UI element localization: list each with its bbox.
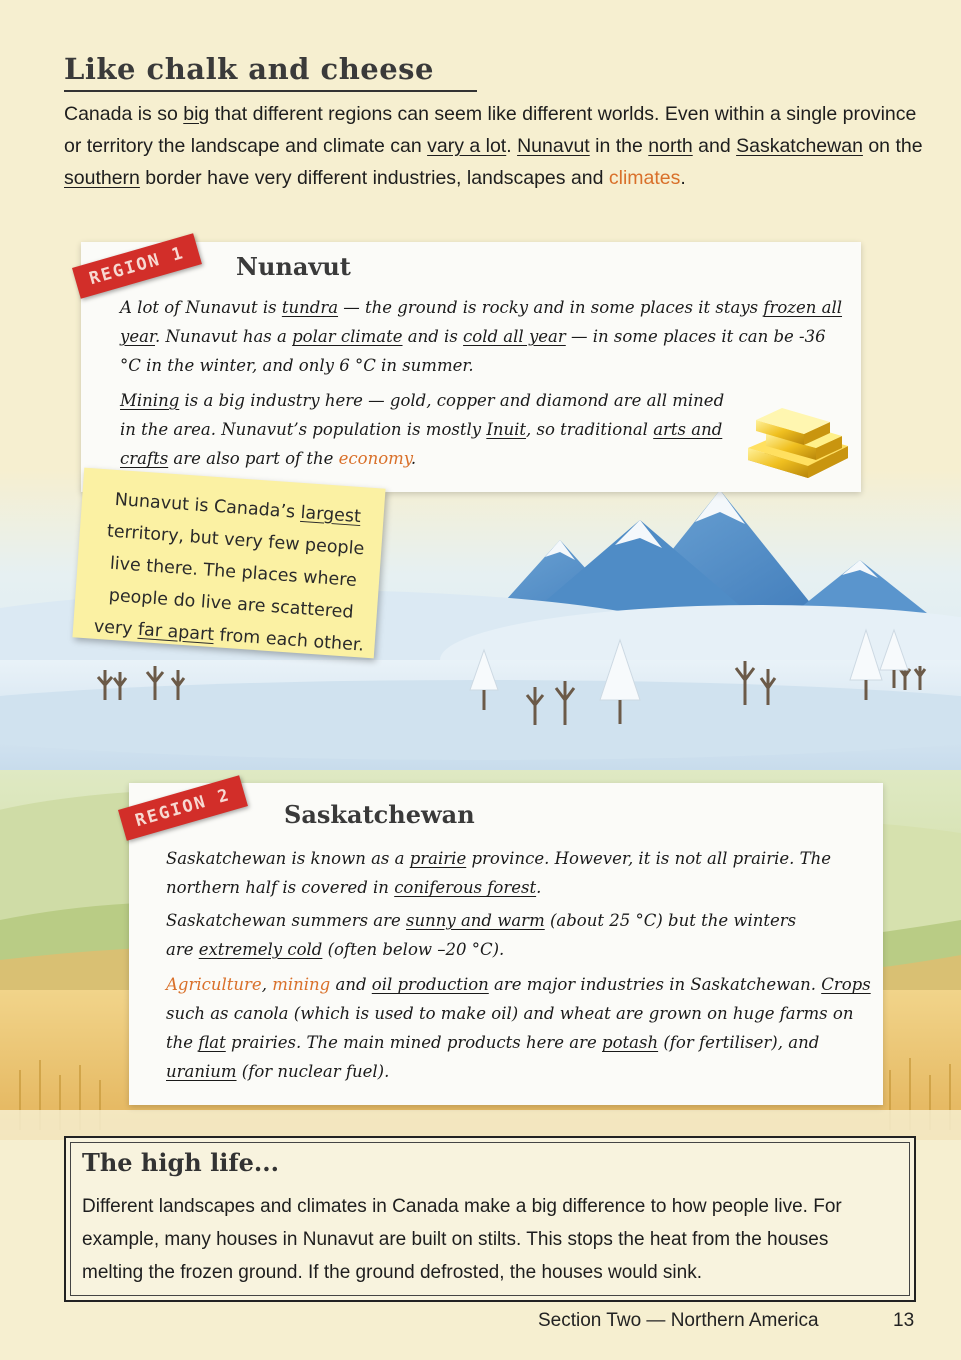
region-2-paragraph-1: Saskatchewan is known as a prairie province. However, it is not all prairie. The northern half is covered in coniferous forest. xyxy=(166,849,832,897)
high-life-box xyxy=(64,1136,916,1302)
region-2-title: Saskatchewan xyxy=(284,800,475,829)
region-2-paragraph-3: Agriculture, mining and oil production are major industries in Saskatchewan. Crops such as canola (which is used to make oil) and wheat are grown on huge farms on the flat prairies. The main mined products here are potash (for fertiliser), and uranium (for nuclear fuel). xyxy=(166,975,871,1081)
high-life-text: Different landscapes and climates in Canada make a big difference to how people live. For example, many houses in Nunavut are built on stilts. This stops the heat from the houses melting the frozen ground. If the ground defrosted, the houses would sink. xyxy=(82,1196,842,1283)
sticky-note-text: Nunavut is Canada’s largest territory, but very few people live there. The places where people do live are scattered very far apart from each other. xyxy=(93,489,365,656)
region-1-title: Nunavut xyxy=(236,252,351,281)
page-number: 13 xyxy=(893,1310,915,1331)
region-2-tag: REGION 2 xyxy=(118,775,248,840)
gold-bars-icon xyxy=(738,398,858,488)
region-2-paragraph-2: Saskatchewan summers are sunny and warm (about 25 °C) but the winters are extremely cold (often below –20 °C). xyxy=(166,911,797,959)
high-life-title: The high life... xyxy=(82,1148,279,1177)
region-1-paragraph-1: A lot of Nunavut is tundra — the ground is rocky and in some places it stays frozen all year. Nunavut has a polar climate and is cold all year — in some places it can be -36 °C in the winter, and only 6 °C in summer. xyxy=(120,298,843,375)
region-1-paragraph-2: Mining is a big industry here — gold, copper and diamond are all mined in the area. Nunavut’s population is mostly Inuit, so traditional arts and crafts are also part of the economy. xyxy=(120,391,725,468)
intro-paragraph: Canada is so big that different regions can seem like different worlds. Even within a single province or territory the landscape and climate can vary a lot. Nunavut in the north and Saskatchewan on the southern border have very different industries, landscapes and climates. xyxy=(64,103,923,189)
page-title: Like chalk and cheese xyxy=(64,52,434,86)
title-underline xyxy=(64,90,477,92)
sticky-note xyxy=(72,468,385,659)
region-1-tag: REGION 1 xyxy=(72,233,202,298)
footer-section: Section Two — Northern America xyxy=(538,1310,819,1331)
